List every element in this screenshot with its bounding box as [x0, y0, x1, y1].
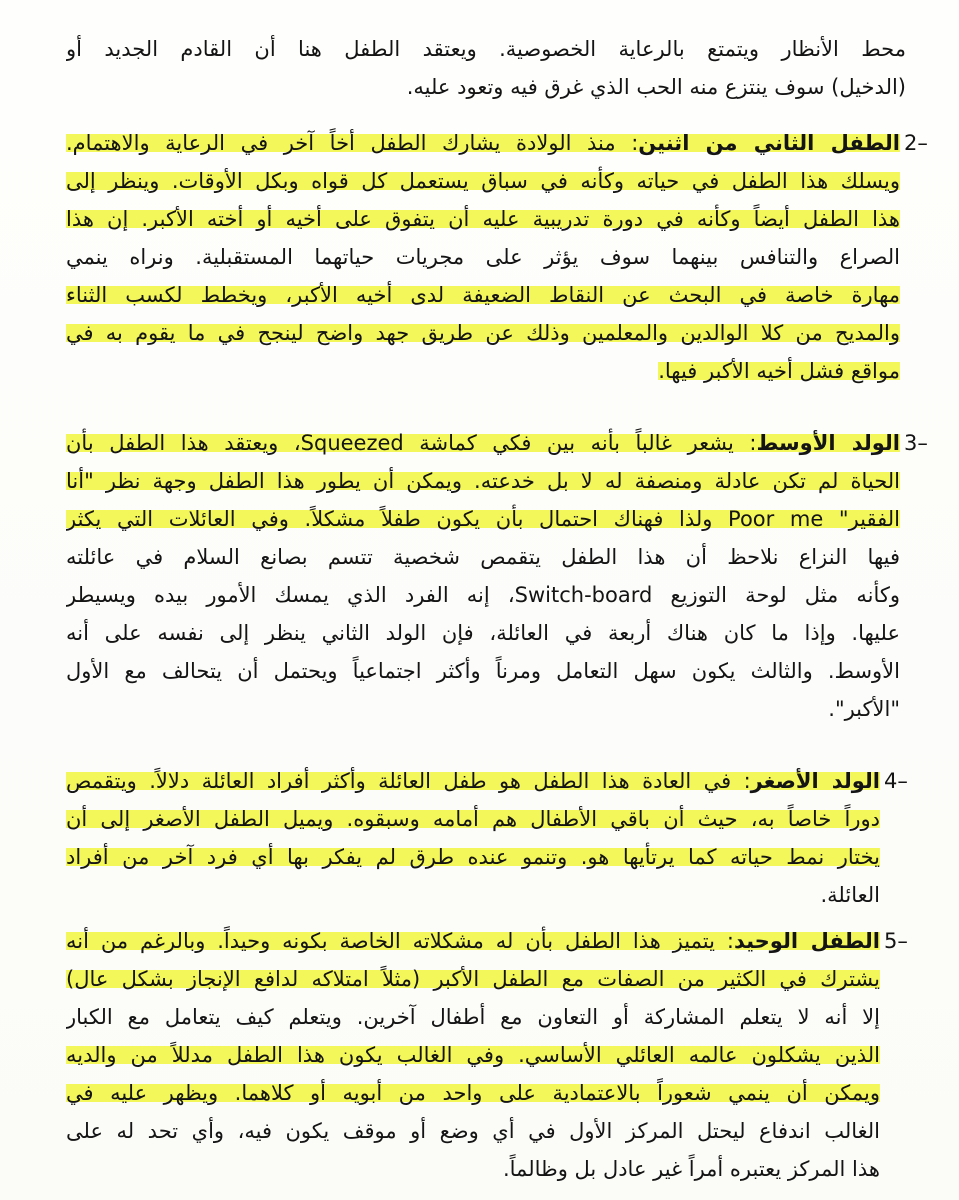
text-line: "الأكبر".: [828, 697, 900, 721]
text-line: الصراع والتنافس بينهما سوف يؤثر على مجريات حياتهما المستقبلية. ونراه ينمي: [66, 245, 900, 269]
section-title: الطفل الوحيد: [733, 929, 880, 953]
section-only-child: [66, 922, 880, 1192]
text-line: مهارة خاصة في البحث عن النقاط الضعيفة لدى أخيه الأكبر، ويخطط لكسب الثناء: [66, 283, 900, 307]
text-line: الأوسط. والثالث يكون سهل التعامل ومرناً وأكثر اجتماعياً ويحتمل أن يتحالف مع الأول: [66, 659, 900, 683]
item-number: 2–: [904, 131, 928, 155]
item-number: 5–: [884, 929, 908, 953]
section-second-child: [66, 124, 900, 424]
item-number: 4–: [884, 769, 908, 793]
text-line: إلا أنه لا يتعلم المشاركة أو التعاون مع أطفال آخرين. ويتعلم كيف يتعامل مع الكبار: [66, 1005, 880, 1029]
text-line: الحياة لم تكن عادلة ومنصفة له لا بل خدعته. ويمكن أن يطور هذا الطفل وجهة نظر "أنا: [66, 469, 900, 493]
text-line: الولد الأصغر: في العادة هذا الطفل هو طفل العائلة وأكثر أفراد العائلة دلالاً. ويتقمص: [66, 769, 880, 793]
text-line: هذا الطفل أيضاً وكأنه في دورة تدريبية عليه أن يتفوق على أخيه أو أخته الأكبر. إن هذا: [66, 207, 900, 231]
text-line: الغالب اندفاع ليحتل المركز الأول في أي وضع أو موقف يكون فيه، وأي تحد له على: [66, 1119, 880, 1143]
section-title: الولد الأوسط: [756, 431, 900, 455]
intro-paragraph: [66, 30, 906, 110]
text-line: ويسلك هذا الطفل في حياته وكأنه في سباق يستعمل كل قواه وبكل الأوقات. وينظر إلى: [66, 169, 900, 193]
text-line: العائلة.: [820, 883, 880, 907]
text-line: وكأنه مثل لوحة التوزيع Switch-board، إنه الفرد الذي يمسك الأمور بيده ويسيطر: [66, 583, 900, 607]
text-line: عليها. وإذا ما كان هناك أربعة في العائلة، فإن الولد الثاني ينظر إلى نفسه على أنه: [66, 621, 900, 645]
text-line: فيها النزاع نلاحظ أن هذا الطفل يتقمص شخصية تتسم بصانع السلام في عائلته: [66, 545, 900, 569]
text-line: الفقير" Poor me ولذا فهناك احتمال بأن يكون طفلاً مشكلاً. وفي العائلات التي يكثر: [66, 507, 900, 531]
text-line: ويمكن أن ينمي شعوراً بالاعتمادية على واحد من أبويه أو كلاهما. ويظهر عليه في: [66, 1081, 880, 1105]
section-title: الولد الأصغر: [750, 769, 880, 793]
section-title: الطفل الثاني من اثنين: [638, 131, 900, 155]
text-line: هذا المركز يعتبره أمراً غير عادل بل وظالماً.: [502, 1157, 880, 1181]
text-line: يشترك في الكثير من الصفات مع الطفل الأكبر (مثلاً امتلاكه لدافع الإنجاز بشكل عال): [66, 967, 880, 991]
text-line: الطفل الوحيد: يتميز هذا الطفل بأن له مشكلاته الخاصة بكونه وحيداً. وبالرغم من أنه: [66, 929, 880, 953]
section-youngest-child: [66, 762, 880, 922]
text-line: دوراً خاصاً به، حيث أن باقي الأطفال هم أمامه وسبقوه. ويميل الطفل الأصغر إلى أن: [66, 807, 880, 831]
text-line: مواقع فشل أخيه الأكبر فيها.: [658, 359, 900, 383]
text-line: يختار نمط حياته كما يرتأيها هو. وتنمو عنده طرق لم يفكر بها أي فرد آخر من أفراد: [66, 845, 880, 869]
text-line: محط الأنظار ويتمتع بالرعاية الخصوصية. ويعتقد الطفل هنا أن القادم الجديد أو: [66, 37, 906, 61]
text-line: (الدخيل) سوف ينتزع منه الحب الذي غرق فيه وتعود عليه.: [406, 75, 906, 99]
text-line: الطفل الثاني من اثنين: منذ الولادة يشارك الطفل أخاً آخر في الرعاية والاهتمام.: [66, 131, 900, 155]
text-line: والمديح من كلا الوالدين والمعلمين وذلك عن طريق جهد واضح لينجح في ما يقوم به في: [66, 321, 900, 345]
item-number: 3–: [904, 431, 928, 455]
text-line: الولد الأوسط: يشعر غالباً بأنه بين فكي كماشة Squeezed، ويعتقد هذا الطفل بأن: [66, 431, 900, 455]
text-line: الذين يشكلون عالمه العائلي الأساسي. وفي الغالب يكون هذا الطفل مدللاً من والديه: [66, 1043, 880, 1067]
section-middle-child: [66, 424, 900, 754]
